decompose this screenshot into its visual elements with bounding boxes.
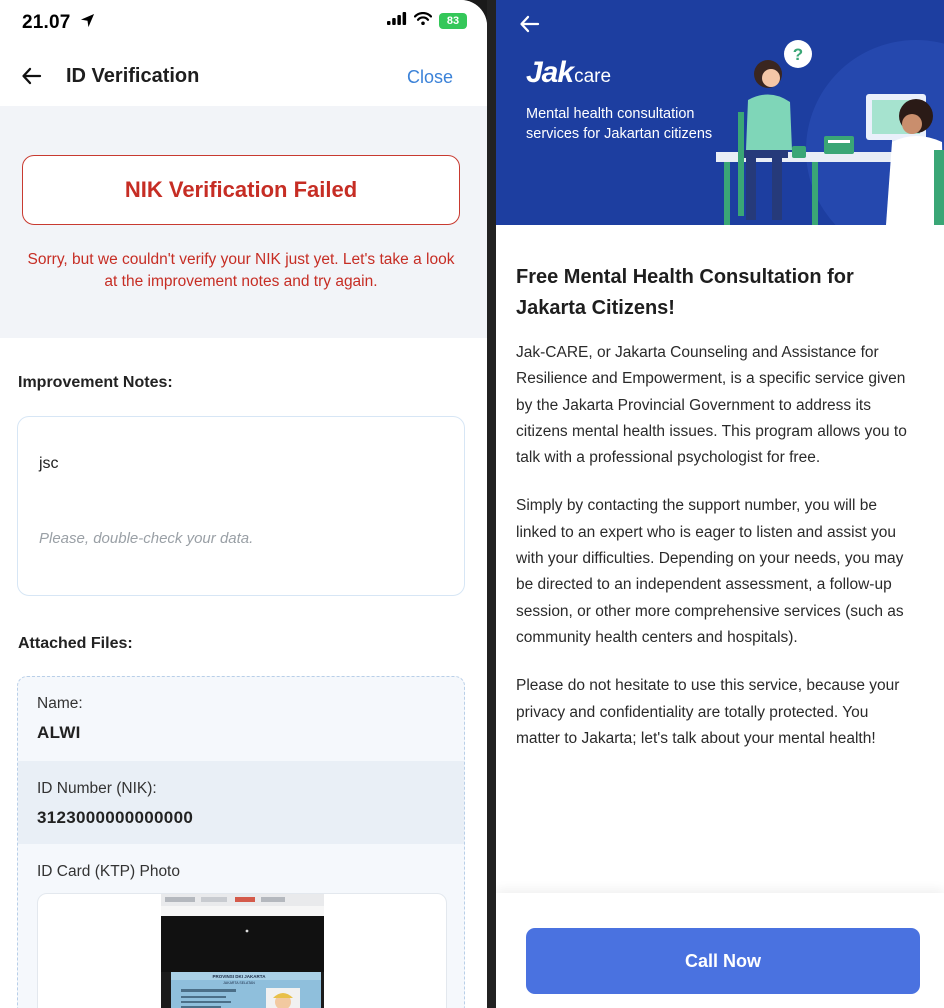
- logo-sub-text: care: [574, 66, 612, 87]
- photo-row: [18, 863, 464, 881]
- article-title: Free Mental Health Consultation for Jakarta Citizens!: [516, 266, 854, 319]
- screen-divider: [487, 0, 496, 1008]
- ktp-card-subheader: JAKARTA SELATAN: [223, 981, 255, 985]
- verification-status-section: [0, 106, 487, 338]
- bottom-action-bar: [496, 893, 944, 1008]
- nik-label: ID Number (NIK):: [37, 780, 157, 797]
- improvement-notes-card: [17, 416, 465, 596]
- clock-text: 21.07: [22, 12, 71, 34]
- name-value: ALWI: [37, 723, 81, 742]
- article-content: [516, 262, 916, 752]
- name-label: Name:: [37, 695, 83, 712]
- location-arrow-icon: [80, 12, 95, 34]
- back-arrow-icon[interactable]: [518, 12, 542, 36]
- nik-value: 3123000000000000: [37, 808, 194, 827]
- note-hint: Please, double-check your data.: [39, 530, 254, 547]
- svg-text:?: ?: [792, 45, 804, 64]
- ktp-photo-image[interactable]: [161, 894, 324, 1008]
- photo-label: ID Card (KTP) Photo: [37, 863, 180, 880]
- signal-icon: [387, 12, 407, 30]
- hero-tagline: Mental health consultation services for Jakartan citizens: [526, 106, 713, 142]
- hero-banner: [496, 0, 944, 225]
- status-bar: [0, 0, 487, 50]
- ktp-card-header: PROVINSI DKI JAKARTA: [212, 974, 266, 979]
- jakcare-logo: [526, 56, 611, 90]
- back-arrow-icon[interactable]: [20, 64, 44, 88]
- status-icons: [387, 12, 467, 30]
- attached-files-card: [17, 676, 465, 1008]
- status-time: [22, 12, 95, 34]
- wifi-icon: [414, 12, 432, 30]
- nik-row: [18, 761, 464, 844]
- battery-icon: 83: [439, 13, 467, 29]
- logo-main-text: Jak: [526, 56, 574, 89]
- illustration-consultation: [716, 30, 944, 225]
- close-button[interactable]: Close: [406, 67, 453, 87]
- article-paragraph: Simply by contacting the support number, you will be linked to an expert who is eager to listen and assist you with your difficulties. Depending on your needs, you may be directed to an independent assessment, a follow-up session, or other more comprehensive services (such as community health centers and hospitals).: [516, 497, 904, 646]
- note-text: jsc: [39, 455, 59, 472]
- name-row: [18, 695, 464, 743]
- jakcare-screen: [496, 0, 944, 1008]
- improvement-notes-heading: Improvement Notes:: [18, 374, 173, 391]
- page-title: ID Verification: [66, 65, 200, 87]
- ktp-photo-frame[interactable]: [37, 893, 447, 1008]
- failure-message: Sorry, but we couldn't verify your NIK just yet. Let's take a look at the improvement notes and try again.: [27, 251, 455, 290]
- article-paragraph: Jak-CARE, or Jakarta Counseling and Assistance for Resilience and Empowerment, is a specific service given by the Jakarta Provincial Government to address its citizens mental health issues. This program allows you to talk with a professional psychologist for free.: [516, 344, 907, 467]
- failure-banner: NIK Verification Failed: [22, 155, 460, 225]
- top-navigation: [0, 50, 487, 106]
- call-now-button[interactable]: Call Now: [526, 928, 920, 994]
- article-paragraph: Please do not hesitate to use this service, because your privacy and confidentiality are totally protected. You matter to Jakarta; let's talk about your mental health!: [516, 677, 900, 747]
- attached-files-heading: Attached Files:: [18, 635, 133, 652]
